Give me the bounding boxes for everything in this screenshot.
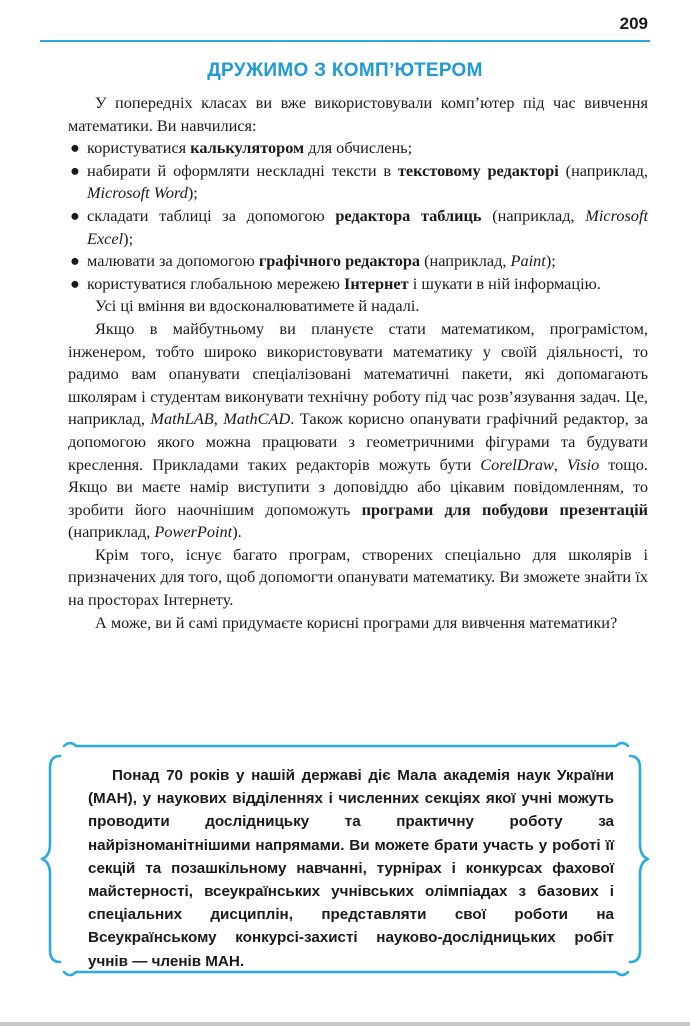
list-item: ● складати таблиці за допомогою редактора таблиць (наприклад, Microsoft Excel); [70,205,648,248]
info-box [40,740,650,978]
paragraph-invent: А може, ви й самі придумаєте корисні програми для вивчення математики? [95,612,618,632]
list-item: ● малювати за допомогою графічного редактора (наприклад, Paint); [68,250,648,273]
body-text [68,92,648,634]
page-number: 209 [619,14,648,33]
bullet-icon: ● [70,251,80,271]
paragraph-software: Якщо в майбутньому ви плануєте стати математиком, програмістом, інженером, тобто широко використовувати математику у своїй діяльності, то радимо вам опанувати спеціалізовані математичні пакети, які допомагають школярам і студентам виконувати технічну роботу під час розв’язування задач. Це, наприклад, MathLAB, MathCAD. Також корисно опанувати графічний редактор, за допомогою якого можна працювати з геометричними фігурами та будувати креслення. Прикладами таких редакторів можуть бути CorelDraw, Visio тощо. Якщо ви маєте намір виступити з доповіддю або цікавим повідомленням, то зробити його наочнішим допоможуть програми для побудови презентацій (наприклад, PowerPoint). [68,318,649,542]
skills-list [68,137,648,295]
info-box-text: Понад 70 років у нашій державі діє Мала академія наук України (МАН), у наукових відділеннях і численних секціях якої учні можуть проводити дослідницьку та практичну роботу за найрізноманітнішими напрямами. Ви можете брати участь у роботі її секцій та позашкільному навчанні, турнірах і конкурсах фахової майстерності, всеукраїнських учнівських олімпіадах з базових і спеціальних дисциплін, представляти свої роботи на Всеукраїнському конкурсі-захисті науково-дослідницьких робіт учнів — членів МАН. [88,767,614,970]
list-item: ● користуватися калькулятором для обчислень; [68,137,648,160]
bullet-icon: ● [70,138,80,158]
paragraph-skills: Усі ці вміння ви вдосконалюватимете й надалі. [95,296,420,316]
top-rule [40,40,650,42]
bullet-icon: ● [70,273,80,293]
paragraph-programs: Крім того, існує багато програм, створених спеціально для школярів і призначених для того, щоб допомогти опанувати математику. Ви зможете знайти їх на просторах Інтернету. [68,544,648,610]
list-item: ● користуватися глобальною мережею Інтернет і шукати в ній інформацію. [68,273,648,296]
page-title: ДРУЖИМО З КОМП’ЮТЕРОМ [207,60,483,81]
bullet-icon: ● [70,205,80,225]
bullet-icon: ● [70,160,80,180]
intro-paragraph: У попередніх класах ви вже використовували комп’ютер під час вивчення математики. Ви навчилися: [68,93,648,135]
list-item: ● набирати й оформляти нескладні тексти в текстовому редакторі (наприклад, Microsoft Word); [70,160,648,203]
page-bottom-edge [0,1022,690,1026]
